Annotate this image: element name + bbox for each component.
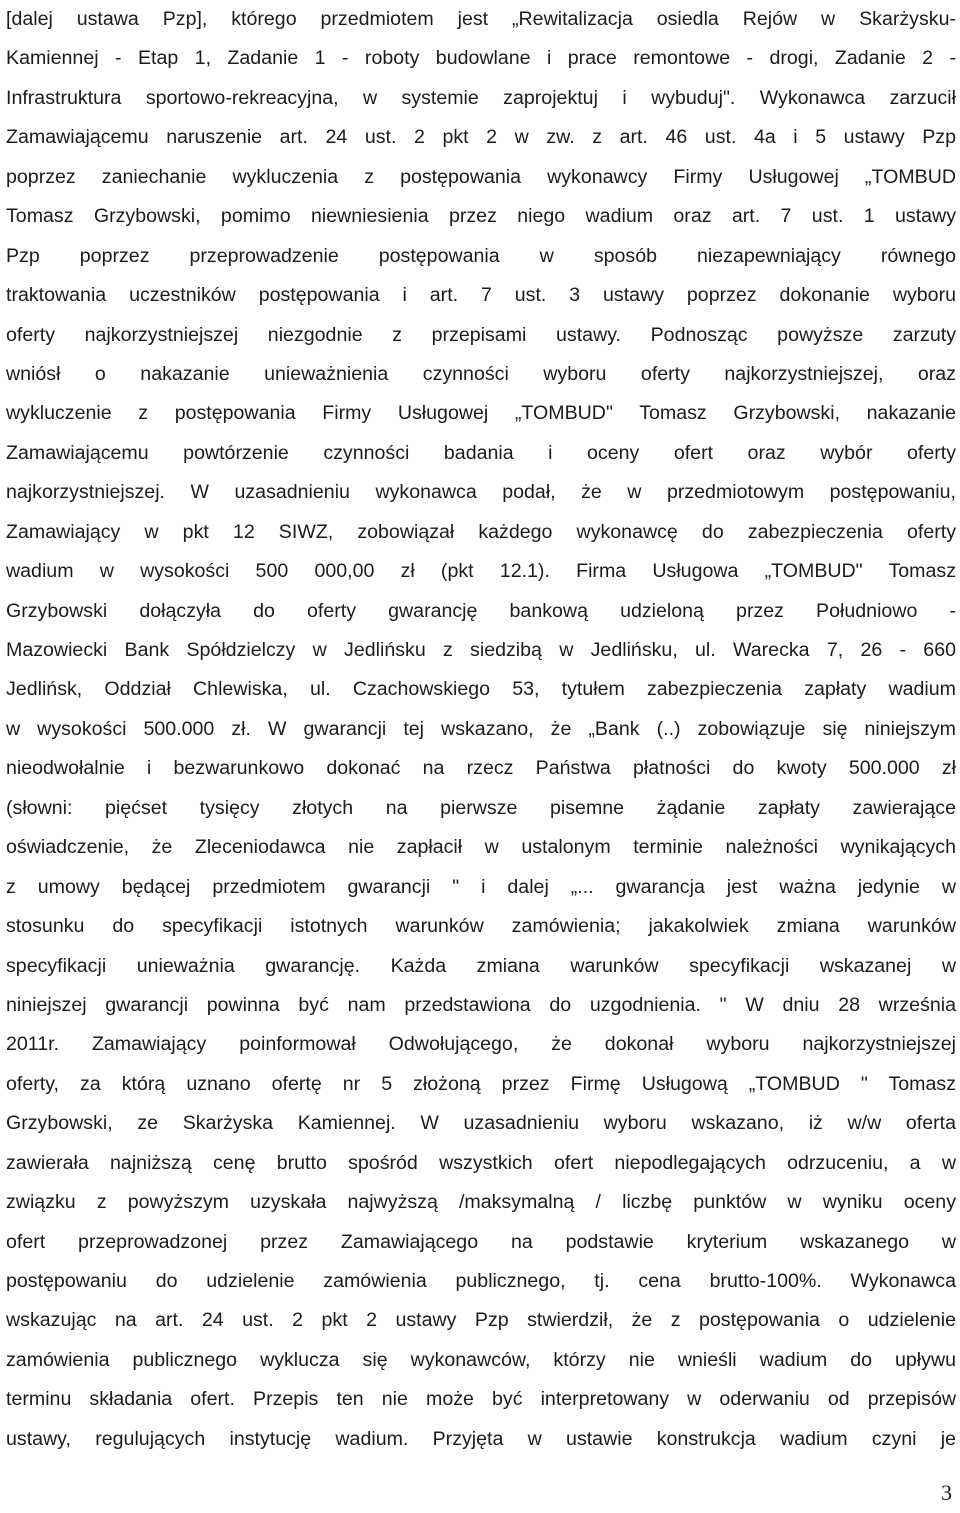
text-line: wniósł o nakazanie unieważnienia czynności wyboru oferty najkorzystniejszej, oraz — [6, 362, 956, 385]
text-line: Grzybowski, ze Skarżyska Kamiennej. W uzasadnieniu wyboru wskazano, iż w/w oferta — [6, 1112, 956, 1135]
page-number: 3 — [941, 1480, 952, 1505]
text-line: najkorzystniejszej. W uzasadnieniu wykonawca podał, że w przedmiotowym postępowaniu, — [6, 481, 956, 504]
text-line: Mazowiecki Bank Spółdzielczy w Jedlińsku z siedzibą w Jedlińsku, ul. Warecka 7, 26 - 660 — [6, 639, 956, 661]
text-line: [dalej ustawa Pzp], którego przedmiotem jest „Rewitalizacja osiedla Rejów w Skarżysku- — [6, 8, 956, 30]
text-line: wskazując na art. 24 ust. 2 pkt 2 ustawy Pzp stwierdził, że z postępowania o udzielenie — [6, 1309, 956, 1332]
text-line: Pzp poprzez przeprowadzenie postępowania w sposób niezapewniający równego — [6, 244, 956, 267]
text-line: ofert przeprowadzonej przez Zamawiającego na podstawie kryterium wskazanego w — [6, 1230, 956, 1253]
text-line: poprzez zaniechanie wykluczenia z postępowania wykonawcy Firmy Usługowej „TOMBUD — [6, 165, 956, 188]
text-line: Zamawiającemu powtórzenie czynności badania i oceny ofert oraz wybór oferty — [6, 441, 956, 464]
text-line: z umowy będącej przedmiotem gwarancji " i dalej „... gwarancja jest ważna jedynie w — [6, 875, 956, 898]
text-line: wadium w wysokości 500 000,00 zł (pkt 12.1). Firma Usługowa „TOMBUD" Tomasz — [6, 560, 956, 583]
text-line: zamówienia publicznego wyklucza się wykonawców, którzy nie wnieśli wadium do upływu — [6, 1348, 956, 1371]
text-line: stosunku do specyfikacji istotnych warunków zamówienia; jakakolwiek zmiana warunków — [6, 915, 956, 938]
text-line: (słowni: pięćset tysięcy złotych na pierwsze pisemne żądanie zapłaty zawierające — [6, 796, 956, 819]
text-line: oferty, za którą uznano ofertę nr 5 złożoną przez Firmę Usługową „TOMBUD " Tomasz — [6, 1072, 956, 1095]
text-line: w wysokości 500.000 zł. W gwarancji tej wskazano, że „Bank (..) zobowiązuje się niniejszym — [6, 717, 956, 740]
text-line: nieodwołalnie i bezwarunkowo dokonać na rzecz Państwa płatności do kwoty 500.000 zł — [6, 757, 956, 780]
body-paragraph — [6, 0, 956, 1459]
text-line: Zamawiający w pkt 12 SIWZ, zobowiązał każdego wykonawcę do zabezpieczenia oferty — [6, 520, 956, 543]
text-line: wykluczenie z postępowania Firmy Usługowej „TOMBUD" Tomasz Grzybowski, nakazanie — [6, 402, 956, 425]
text-line: Zamawiającemu naruszenie art. 24 ust. 2 pkt 2 w zw. z art. 46 ust. 4a i 5 ustawy Pzp — [6, 126, 956, 149]
text-line: Jedlińsk, Oddział Chlewiska, ul. Czachowskiego 53, tytułem zabezpieczenia zapłaty wadium — [6, 678, 956, 701]
text-line: traktowania uczestników postępowania i art. 7 ust. 3 ustawy poprzez dokonanie wyboru — [6, 284, 956, 307]
text-line: 2011r. Zamawiający poinformował Odwołującego, że dokonał wyboru najkorzystniejszej — [6, 1033, 956, 1056]
text-line: Tomasz Grzybowski, pomimo niewniesienia przez niego wadium oraz art. 7 ust. 1 ustawy — [6, 205, 956, 228]
text-line: Kamiennej - Etap 1, Zadanie 1 - roboty budowlane i prace remontowe - drogi, Zadanie 2 - — [6, 47, 956, 70]
text-line: Infrastruktura sportowo-rekreacyjna, w systemie zaprojektuj i wybuduj". Wykonawca zarzucił — [6, 86, 956, 109]
text-line: niniejszej gwarancji powinna być nam przedstawiona do uzgodnienia. " W dniu 28 września — [6, 993, 956, 1016]
text-line: Grzybowski dołączyła do oferty gwarancję bankową udzieloną przez Południowo - — [6, 599, 956, 622]
text-line: związku z powyższym uzyskała najwyższą /maksymalną / liczbę punktów w wyniku oceny — [6, 1191, 956, 1214]
text-line: terminu składania ofert. Przepis ten nie może być interpretowany w oderwaniu od przepisów — [6, 1388, 956, 1411]
text-line: oferty najkorzystniejszej niezgodnie z przepisami ustawy. Podnosząc powyższe zarzuty — [6, 323, 956, 346]
text-line: zawierała najniższą cenę brutto spośród wszystkich ofert niepodlegających odrzuceniu, a w — [6, 1151, 956, 1174]
text-line: specyfikacji unieważnia gwarancję. Każda zmiana warunków specyfikacji wskazanej w — [6, 954, 956, 977]
text-line: ustawy, regulujących instytucję wadium. Przyjęta w ustawie konstrukcja wadium czyni je — [6, 1427, 956, 1450]
text-line: oświadczenie, że Zleceniodawca nie zapłacił w ustalonym terminie należności wynikających — [6, 836, 956, 859]
text-line: postępowaniu do udzielenie zamówienia publicznego, tj. cena brutto-100%. Wykonawca — [6, 1270, 956, 1292]
